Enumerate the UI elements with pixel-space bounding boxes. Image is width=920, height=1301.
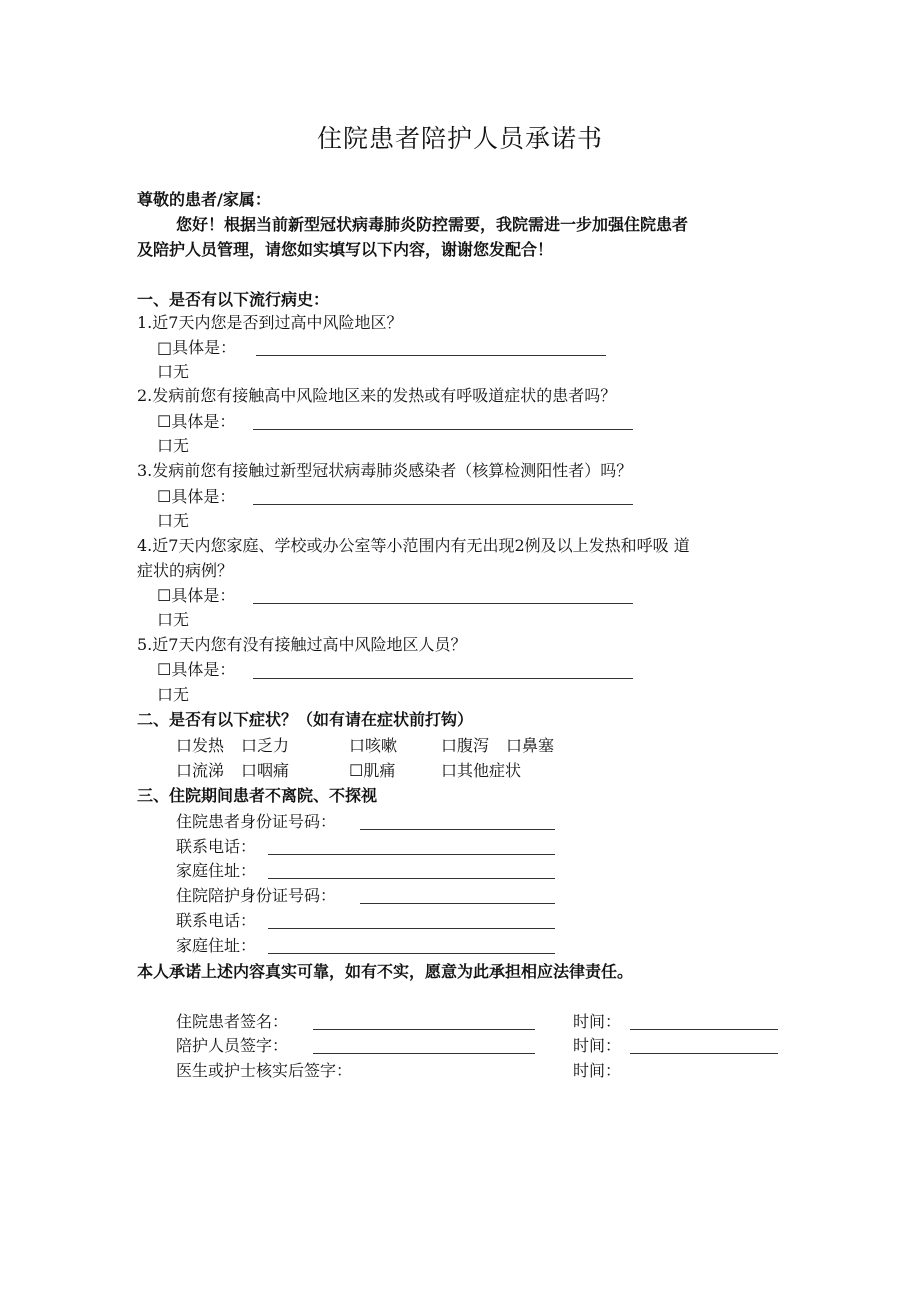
symptom-other-checkbox[interactable]: 口其他症状	[441, 761, 522, 780]
patient-address-field[interactable]	[268, 878, 555, 879]
patient-sign-time-label: 时间：	[573, 1012, 622, 1031]
q5-none-checkbox[interactable]: 口无	[157, 685, 190, 704]
section3-heading: 三、住院期间患者不离院、不探视	[137, 786, 378, 805]
staff-sign-time-label: 时间：	[573, 1061, 622, 1080]
patient-sign-field[interactable]	[313, 1029, 535, 1030]
patient-sign-time-field[interactable]	[630, 1029, 778, 1030]
question-2: 2.发病前您有接触高中风险地区来的发热或有呼吸道症状的患者吗？	[137, 386, 617, 405]
question-4-line-2: 症状的病例？	[137, 561, 234, 580]
patient-phone-field[interactable]	[268, 854, 555, 855]
q4-none-checkbox[interactable]: 口无	[157, 610, 190, 629]
symptom-cough-checkbox[interactable]: 口咳嗽	[349, 736, 398, 755]
question-5: 5.近7天内您有没有接触过高中风险地区人员？	[137, 635, 467, 654]
escort-sign-field[interactable]	[313, 1053, 535, 1054]
symptom-runny-nose-checkbox[interactable]: 口流涕	[176, 761, 225, 780]
q2-specific-checkbox[interactable]: ☐具体是：	[157, 412, 236, 431]
symptom-sore-throat-checkbox[interactable]: 口咽痛	[241, 761, 290, 780]
escort-phone-label: 联系电话：	[176, 911, 257, 930]
q3-specific-field[interactable]	[253, 504, 633, 505]
q5-specific-checkbox[interactable]: ☐具体是：	[157, 660, 236, 679]
symptom-nasal-congestion-checkbox[interactable]: 口鼻塞	[506, 736, 555, 755]
escort-sign-label: 陪护人员签字：	[176, 1036, 289, 1055]
page-title: 住院患者陪护人员承诺书	[316, 124, 603, 153]
q4-specific-checkbox[interactable]: ☐具体是：	[157, 586, 236, 605]
section1-heading: 一、是否有以下流行病史：	[137, 290, 330, 309]
q2-specific-field[interactable]	[253, 429, 633, 430]
pledge-statement: 本人承诺上述内容真实可靠，如有不实，愿意为此承担相应法律责任。	[137, 962, 634, 981]
patient-phone-label: 联系电话：	[176, 837, 257, 856]
q4-specific-field[interactable]	[253, 603, 633, 604]
staff-sign-label: 医生或护士核实后签字：	[176, 1061, 353, 1080]
patient-id-label: 住院患者身份证号码：	[176, 812, 337, 831]
escort-sign-time-field[interactable]	[630, 1053, 778, 1054]
symptom-fever-checkbox[interactable]: 口发热	[176, 736, 225, 755]
patient-sign-label: 住院患者签名：	[176, 1012, 289, 1031]
q3-specific-checkbox[interactable]: ☐具体是：	[157, 487, 236, 506]
patient-id-field[interactable]	[360, 829, 555, 830]
escort-phone-field[interactable]	[268, 928, 555, 929]
q1-none-checkbox[interactable]: 口无	[157, 362, 190, 381]
symptom-muscle-pain-checkbox[interactable]: ☐肌痛	[349, 761, 396, 780]
q5-specific-field[interactable]	[253, 678, 633, 679]
question-1: 1.近7天内您是否到过高中风险地区？	[137, 313, 403, 332]
escort-sign-time-label: 时间：	[573, 1036, 622, 1055]
escort-address-label: 家庭住址：	[176, 936, 257, 955]
patient-address-label: 家庭住址：	[176, 861, 257, 880]
question-3: 3.发病前您有接触过新型冠状病毒肺炎感染者（核算检测阳性者）吗？	[137, 461, 633, 480]
q2-none-checkbox[interactable]: 口无	[157, 436, 190, 455]
section2-heading: 二、是否有以下症状？（如有请在症状前打钩）	[137, 710, 474, 729]
symptom-fatigue-checkbox[interactable]: 口乏力	[241, 736, 290, 755]
question-4-line-1: 4.近7天内您家庭、学校或办公室等小范围内有无出现2例及以上发热和呼吸 道	[137, 536, 690, 555]
escort-address-field[interactable]	[268, 953, 555, 954]
q1-specific-field[interactable]	[256, 355, 606, 356]
intro-line-1: 您好！根据当前新型冠状病毒肺炎防控需要，我院需进一步加强住院患者	[176, 215, 689, 234]
salutation: 尊敬的患者/家属：	[137, 190, 271, 209]
escort-id-label: 住院陪护身份证号码：	[176, 886, 337, 905]
intro-line-2: 及陪护人员管理，请您如实填写以下内容，谢谢您发配合！	[137, 240, 554, 259]
symptom-diarrhea-checkbox[interactable]: 口腹泻	[441, 736, 490, 755]
q3-none-checkbox[interactable]: 口无	[157, 511, 190, 530]
q1-specific-checkbox[interactable]: □具体是：	[157, 338, 237, 357]
escort-id-field[interactable]	[360, 903, 555, 904]
